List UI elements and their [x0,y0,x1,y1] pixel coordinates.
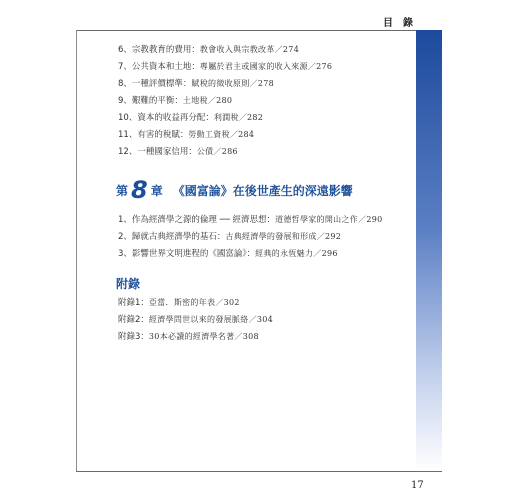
appendix-heading: 附錄 [116,277,141,291]
toc-item: 11、有害的稅賦：勞動工資稅／284 [118,130,255,140]
toc-item: 1、作為經濟學之源的倫理 ── 經濟思想：道德哲學家的開山之作／290 [118,215,383,225]
toc-item: 3、影響世界文明進程的《國富論》：經典的永恆魅力／296 [118,249,338,259]
chapter-heading [116,176,353,204]
toc-item: 2、歸就古典經濟學的基石：古典經濟學的發展和形成／292 [118,232,342,242]
chapter-suffix: 章 [150,184,163,198]
appendix-item: 附錄2：經濟學問世以來的發展脈絡／304 [118,315,273,325]
chapter-title: 《國富論》在後世產生的深遠影響 [172,184,353,198]
bottom-rule [76,471,442,472]
toc-item: 8、一種評價標準：賦稅的徵收原則／278 [118,79,274,89]
blue-gradient-bar [416,30,442,471]
toc-item: 12、一種國家信用：公債／286 [118,147,238,157]
chapter-prefix: 第 [116,184,129,198]
appendix-item: 附錄1：亞當．斯密的年表／302 [118,298,240,308]
top-rule [76,30,442,31]
toc-item: 9、艱難的平衡：土地稅／280 [118,96,233,106]
left-margin-rule [76,30,77,471]
toc-item: 10、資本的收益再分配：利潤稅／282 [118,113,264,123]
toc-item: 6、宗教教育的費用：教會收入與宗教改革／274 [118,45,300,55]
running-head: 目錄 [383,18,423,29]
page-number: 17 [411,480,424,491]
appendix-item: 附錄3：30本必讀的經濟學名著／308 [118,332,259,342]
chapter-number: 8 [131,176,148,204]
toc-item: 7、公共資本和土地：專屬於君主或國家的收入來源／276 [118,62,333,72]
